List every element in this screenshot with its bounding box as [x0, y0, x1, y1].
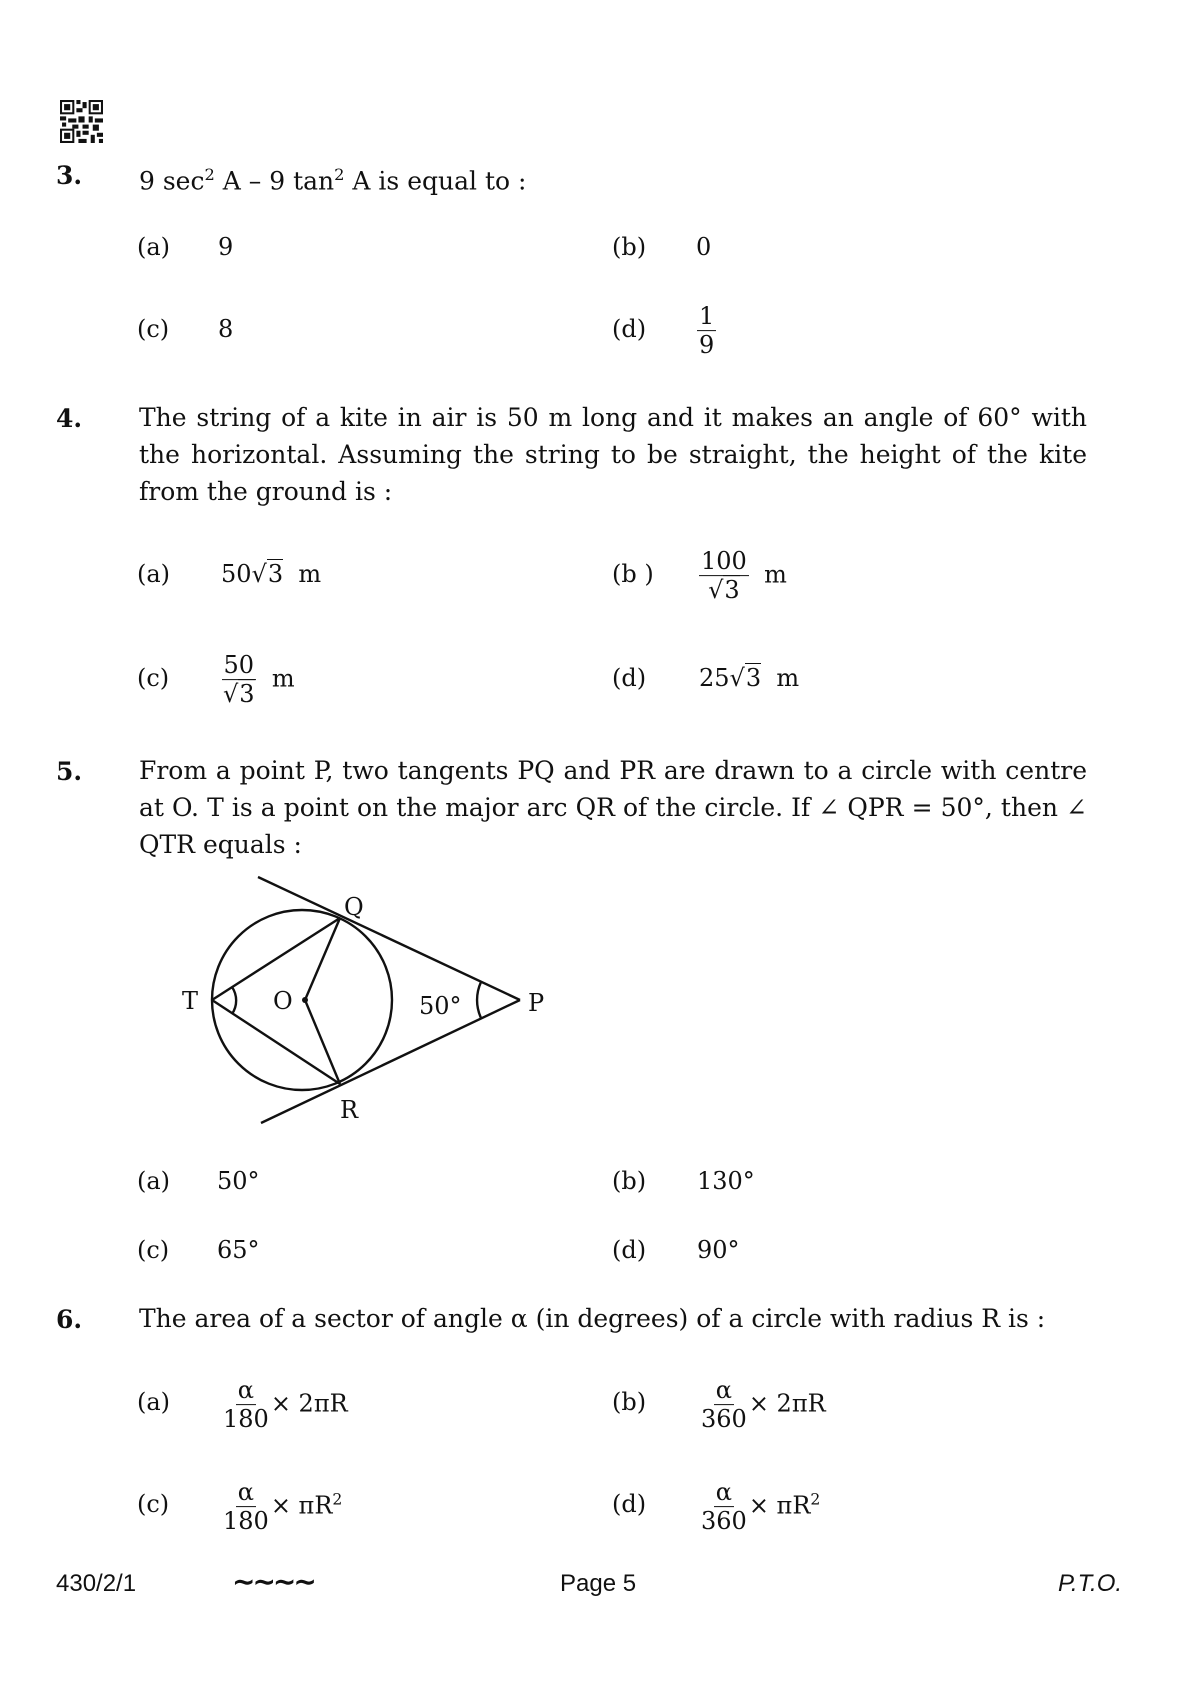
- option-a-label[interactable]: (a): [137, 560, 171, 588]
- coefficient: 25: [699, 664, 730, 692]
- unit: m: [776, 664, 800, 692]
- option-a-label[interactable]: (a): [137, 1388, 171, 1416]
- sqrt: √3: [729, 664, 762, 692]
- label-q: Q: [344, 893, 364, 921]
- radicand: 3: [239, 680, 255, 709]
- option-b-label[interactable]: (b): [612, 1388, 647, 1416]
- fraction-numerator: α: [715, 1478, 733, 1507]
- text-part: 9 sec: [139, 166, 205, 196]
- fraction-numerator: α: [715, 1376, 733, 1405]
- option-b-value: [699, 1377, 826, 1433]
- centre-point: [302, 997, 308, 1003]
- radicand: 3: [745, 664, 762, 692]
- fraction-numerator: 1: [699, 302, 715, 331]
- fraction-denominator: √3: [708, 576, 740, 605]
- question-text: The string of a kite in air is 50 m long and it makes an angle of 60° with the horizontal. Assuming the string to be straight, the height of the kite from the ground is :: [139, 403, 1087, 506]
- coefficient: 50: [221, 560, 252, 588]
- question-number: 5.: [56, 757, 83, 786]
- option-a-label[interactable]: (a): [137, 233, 171, 261]
- fraction-denominator: 360: [701, 1405, 747, 1434]
- unit: m: [764, 560, 787, 589]
- option-c-value: [221, 1479, 342, 1535]
- option-d-label[interactable]: (d): [612, 315, 647, 343]
- page-number: Page 5: [560, 1570, 637, 1597]
- option-b-value: 0: [696, 233, 712, 261]
- option-c-label[interactable]: (c): [137, 1236, 170, 1264]
- wave-ornament-icon: ∼∼∼∼: [232, 1566, 314, 1597]
- superscript: 2: [810, 1490, 821, 1509]
- superscript: 2: [334, 165, 345, 184]
- radicand: 3: [724, 576, 740, 605]
- option-c-label[interactable]: (c): [137, 1490, 170, 1518]
- option-a-label[interactable]: (a): [137, 1167, 171, 1195]
- label-t: T: [182, 987, 199, 1015]
- option-d-value: [699, 1479, 820, 1535]
- option-d-label[interactable]: (d): [612, 1490, 647, 1518]
- option-b-label[interactable]: (b): [612, 233, 647, 261]
- fraction-denominator: 180: [223, 1405, 269, 1434]
- expression-rest: × πR: [270, 1491, 333, 1520]
- expression-rest: × 2πR: [270, 1389, 348, 1418]
- option-d-value: 90°: [697, 1236, 740, 1264]
- sqrt: √3: [251, 560, 284, 588]
- label-o: O: [273, 987, 293, 1015]
- superscript: 2: [332, 1490, 343, 1509]
- please-turn-over: P.T.O.: [1058, 1570, 1123, 1597]
- option-c-label[interactable]: (c): [137, 664, 170, 692]
- text-part: A is equal to :: [344, 166, 527, 196]
- label-angle: 50°: [419, 992, 462, 1020]
- label-p: P: [528, 989, 545, 1017]
- question-text: From a point P, two tangents PQ and PR are drawn to a circle with centre at O. T is a point on the major arc QR of the circle. If ∠ QPR = 50°, then ∠ QTR equals :: [139, 756, 1087, 859]
- option-d-label[interactable]: (d): [612, 664, 647, 692]
- unit: m: [271, 664, 295, 693]
- fraction-numerator: 50: [223, 651, 255, 680]
- radicand: 3: [267, 560, 284, 588]
- question-text: The area of a sector of angle α (in degrees) of a circle with radius R is :: [139, 1304, 1046, 1333]
- option-a-value: 9: [218, 233, 234, 261]
- question-number: 4.: [56, 404, 83, 433]
- angle-arc-p: [477, 982, 481, 1018]
- option-c-label[interactable]: (c): [137, 315, 170, 343]
- option-a-value: [221, 1377, 348, 1433]
- fraction-numerator: 100: [701, 547, 747, 576]
- unit: m: [298, 560, 322, 588]
- fraction-denominator: 360: [701, 1507, 747, 1536]
- text-part: A – 9 tan: [214, 166, 335, 196]
- option-a-value: 50°: [217, 1167, 260, 1195]
- label-r: R: [340, 1096, 359, 1124]
- option-b-value: 130°: [697, 1167, 755, 1195]
- fraction-numerator: α: [237, 1478, 255, 1507]
- option-b-label[interactable]: (b): [612, 1167, 647, 1195]
- fraction-denominator: 180: [223, 1507, 269, 1536]
- question-number: 3.: [56, 161, 83, 190]
- fraction-denominator: 9: [699, 331, 715, 360]
- expression-rest: × πR: [748, 1491, 811, 1520]
- option-d-label[interactable]: (d): [612, 1236, 647, 1264]
- option-c-value: 65°: [217, 1236, 260, 1264]
- fraction-numerator: α: [237, 1376, 255, 1405]
- option-c-value: 8: [218, 315, 234, 343]
- paper-code: 430/2/1: [56, 1570, 137, 1597]
- fraction-denominator: √3: [223, 680, 255, 709]
- superscript: 2: [204, 165, 215, 184]
- question-number: 6.: [56, 1305, 83, 1334]
- option-b-label[interactable]: (b ): [612, 560, 654, 588]
- angle-arc-t: [232, 987, 236, 1014]
- expression-rest: × 2πR: [748, 1389, 826, 1418]
